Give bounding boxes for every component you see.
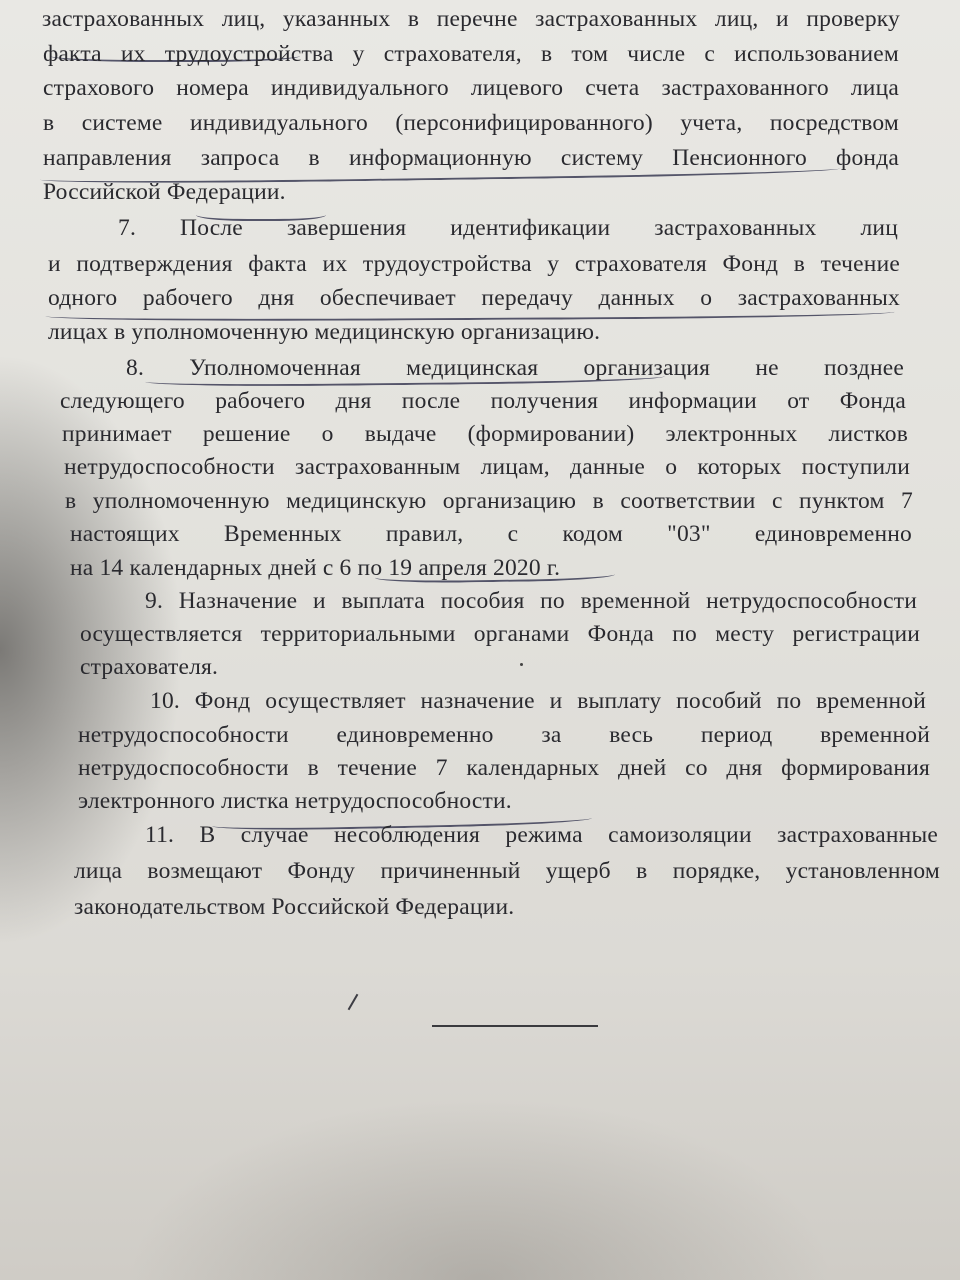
text-line: нетрудоспособности единовременно за весь период временной	[78, 722, 930, 748]
text-line: принимает решение о выдаче (формировании) электронных листков	[62, 421, 908, 447]
text-line: Российской Федерации.	[43, 179, 286, 205]
text-line: одного рабочего дня обеспечивает передачу данных о застрахованных	[48, 285, 900, 311]
text-line: направления запроса в информационную систему Пенсионного фонда	[43, 145, 899, 171]
text-line: факта их трудоустройства у страхователя, в том числе с использованием	[43, 41, 899, 67]
text-line: осуществляется территориальными органами Фонда по месту регистрации	[80, 621, 920, 647]
text-line: электронного листка нетрудоспособности.	[78, 788, 512, 814]
text-line: лицах в уполномоченную медицинскую организацию.	[48, 319, 601, 345]
text-line: в уполномоченную медицинскую организацию в соответствии с пунктом 7	[65, 488, 913, 514]
text-line: лица возмещают Фонду причиненный ущерб в порядке, установленном	[74, 858, 940, 884]
text-line: и подтверждения факта их трудоустройства у страхователя Фонд в течение	[48, 251, 900, 277]
text-line: страхового номера индивидуального лицевого счета застрахованного лица	[43, 75, 899, 101]
text-line: нетрудоспособности застрахованным лицам, данные о которых поступили	[64, 454, 910, 480]
paragraph-8-start: 8. Уполномоченная медицинская организация не позднее	[126, 355, 904, 381]
text-line: нетрудоспособности в течение 7 календарных дней со дня формирования	[78, 755, 930, 781]
text-line: следующего рабочего дня после получения информации от Фонда	[60, 388, 906, 414]
pen-dot	[520, 663, 523, 666]
text-line: застрахованных лиц, указанных в перечне застрахованных лиц, и проверку	[42, 6, 900, 32]
text-line: страхователя.	[80, 654, 219, 680]
pen-mark	[348, 994, 359, 1011]
end-of-document-rule	[432, 1025, 598, 1027]
paragraph-9-start: 9. Назначение и выплата пособия по временной нетрудоспособности	[145, 588, 917, 614]
text-line: законодательством Российской Федерации.	[74, 894, 515, 920]
paragraph-7-start: 7. После завершения идентификации застрахованных лиц	[118, 215, 898, 241]
paragraph-10-start: 10. Фонд осуществляет назначение и выплату пособий по временной	[150, 688, 926, 714]
text-line: настоящих Временных правил, с кодом "03" единовременно	[70, 521, 912, 547]
paragraph-11-start: 11. В случае несоблюдения режима самоизоляции застрахованные	[145, 822, 938, 848]
text-line: на 14 календарных дней с 6 по 19 апреля 2020 г.	[70, 555, 561, 581]
text-line: в системе индивидуального (персонифицированного) учета, посредством	[43, 110, 899, 136]
